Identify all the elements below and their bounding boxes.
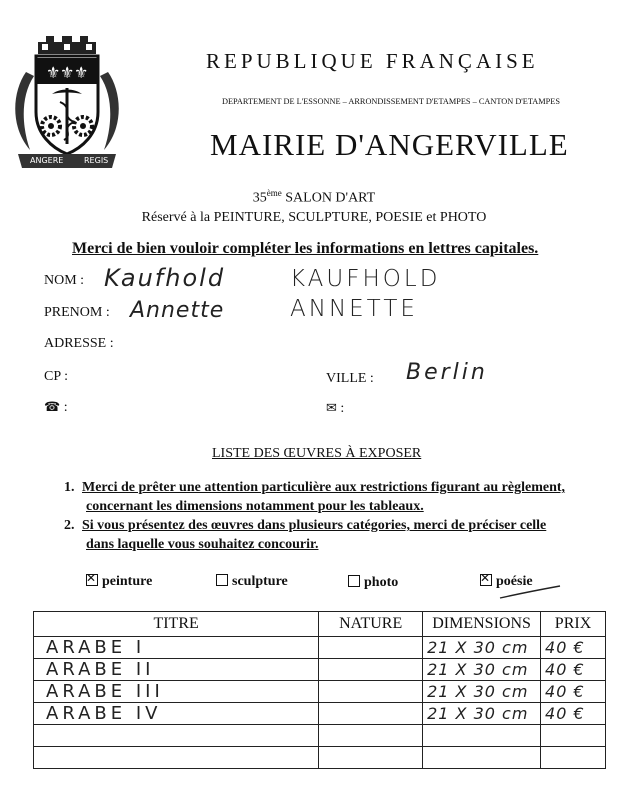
salon-title xyxy=(0,188,628,207)
category-peinture[interactable] xyxy=(86,574,152,590)
svg-text:⚜: ⚜ xyxy=(46,63,61,82)
note-1-line1: Merci de prêter une attention particulière aux restrictions figurant au règlement, xyxy=(82,480,566,495)
crest-banner-left-text: ANGERE xyxy=(30,156,64,165)
peinture-checkbox[interactable] xyxy=(86,574,98,586)
mairie-heading: MAIRIE D'ANGERVILLE xyxy=(210,127,569,162)
email-label: : xyxy=(340,401,345,416)
poesie-label: poésie xyxy=(496,574,533,589)
works-table xyxy=(33,611,606,769)
table-row xyxy=(34,725,606,747)
table-row xyxy=(34,747,606,769)
row-nature xyxy=(319,681,423,703)
row-nature xyxy=(319,703,423,725)
poesie-underline-scribble xyxy=(498,584,564,602)
row-titre xyxy=(34,725,319,747)
ville-label: VILLE : xyxy=(326,371,374,386)
row-titre: ARABE III xyxy=(34,681,319,703)
salon-superscript: ème xyxy=(266,188,282,198)
row-dimensions xyxy=(423,725,541,747)
row-prix: 40 € xyxy=(541,681,606,703)
republic-heading: REPUBLIQUE FRANÇAISE xyxy=(206,49,539,73)
sculpture-label: sculpture xyxy=(232,574,288,589)
cp-label: CP : xyxy=(44,369,68,384)
salon-subtitle: Réservé à la PEINTURE, SCULPTURE, POESIE et PHOTO xyxy=(141,210,487,225)
note-2-line2: dans laquelle vous souhaitez concourir. xyxy=(86,537,319,552)
row-nature xyxy=(319,637,423,659)
photo-checkbox[interactable] xyxy=(348,575,360,587)
row-prix: 40 € xyxy=(541,659,606,681)
header-nature: NATURE xyxy=(319,612,423,637)
note-2-number: 2. xyxy=(64,518,75,533)
table-row xyxy=(34,659,606,681)
row-prix xyxy=(541,747,606,769)
row-dimensions: 21 X 30 cm xyxy=(423,703,541,725)
row-titre: ARABE I xyxy=(34,637,319,659)
row-dimensions: 21 X 30 cm xyxy=(423,659,541,681)
sculpture-checkbox[interactable] xyxy=(216,574,228,586)
peinture-label: peinture xyxy=(102,574,153,589)
table-row xyxy=(34,681,606,703)
phone-icon: ☎ xyxy=(44,400,61,415)
row-nature xyxy=(319,725,423,747)
row-nature xyxy=(319,659,423,681)
email-icon: ✉ xyxy=(326,401,337,416)
row-dimensions: 21 X 30 cm xyxy=(423,681,541,703)
departement-line: DEPARTEMENT DE L'ESSONNE – ARRONDISSEMENT D'ETAMPES – CANTON D'ETAMPES xyxy=(222,97,560,106)
note-1-number: 1. xyxy=(64,480,75,495)
row-nature xyxy=(319,747,423,769)
svg-text:⚜: ⚜ xyxy=(60,63,75,82)
prenom-caps-value: ANNETTE xyxy=(290,296,418,322)
row-prix: 40 € xyxy=(541,637,606,659)
note-1 xyxy=(64,478,565,516)
photo-label: photo xyxy=(364,575,399,590)
poesie-checkbox[interactable] xyxy=(480,574,492,586)
header-prix: PRIX xyxy=(541,612,606,637)
row-prix xyxy=(541,725,606,747)
salon-title-text: SALON D'ART xyxy=(281,190,376,206)
row-titre: ARABE II xyxy=(34,659,319,681)
header-titre: TITRE xyxy=(34,612,319,637)
instruction-heading: Merci de bien vouloir compléter les informations en lettres capitales. xyxy=(72,240,539,257)
row-titre: ARABE IV xyxy=(34,703,319,725)
crest-banner-right-text: REGIS xyxy=(84,156,109,165)
category-photo[interactable] xyxy=(348,575,398,591)
phone-label: : xyxy=(63,400,68,415)
note-2 xyxy=(64,516,546,554)
table-header-row xyxy=(34,612,606,637)
row-dimensions: 21 X 30 cm xyxy=(423,637,541,659)
prenom-label: PRENOM : xyxy=(44,305,110,320)
header-dimensions: DIMENSIONS xyxy=(423,612,541,637)
adresse-label: ADRESSE : xyxy=(44,336,114,351)
email-field xyxy=(326,401,344,417)
row-dimensions xyxy=(423,747,541,769)
nom-handwritten: Kaufhold xyxy=(104,264,226,292)
prenom-handwritten: Annette xyxy=(130,298,225,323)
nom-label: NOM : xyxy=(44,273,85,288)
note-1-line2: concernant les dimensions notamment pour les tableaux. xyxy=(86,499,424,514)
row-prix: 40 € xyxy=(541,703,606,725)
list-title: LISTE DES ŒUVRES À EXPOSER xyxy=(212,446,422,461)
coat-of-arms-logo xyxy=(8,32,126,172)
table-row xyxy=(34,703,606,725)
row-titre xyxy=(34,747,319,769)
nom-caps-value: KAUFHOLD xyxy=(290,266,441,292)
note-2-line1: Si vous présentez des œuvres dans plusieurs catégories, merci de préciser celle xyxy=(82,518,547,533)
svg-text:⚜: ⚜ xyxy=(74,63,89,82)
phone-field xyxy=(44,400,68,416)
salon-number: 35 xyxy=(252,190,267,206)
table-row xyxy=(34,637,606,659)
category-sculpture[interactable] xyxy=(216,574,288,590)
ville-value: Berlin xyxy=(406,360,488,385)
